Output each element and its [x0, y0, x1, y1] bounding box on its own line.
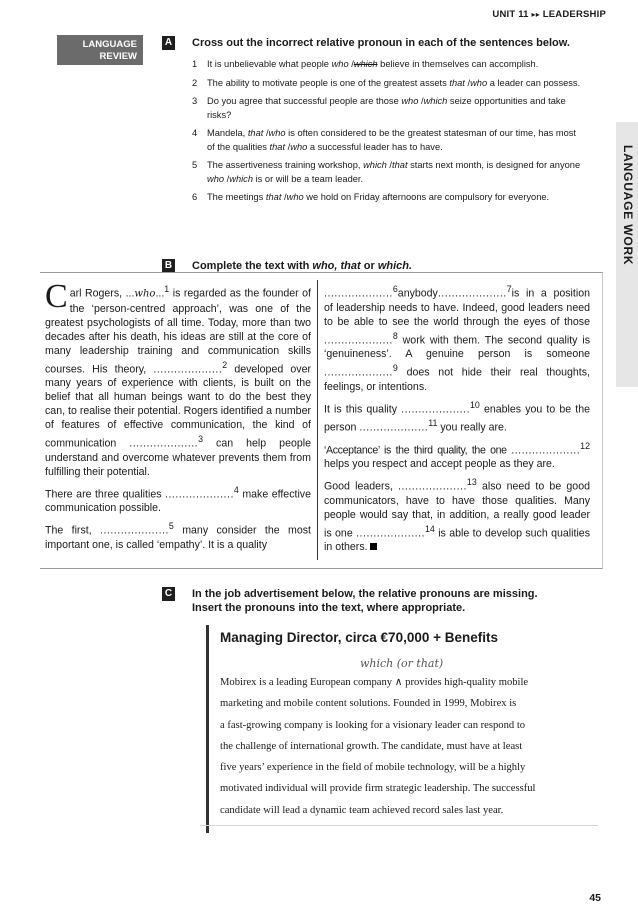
- gap-number: 10: [470, 399, 480, 410]
- pronoun-option[interactable]: which: [229, 173, 254, 184]
- language-review-badge: [57, 35, 143, 65]
- text-run: is in a position of leadership needs to have. Indeed, good leaders need to be able to see the world through the eyes of those: [324, 287, 590, 328]
- text-run: developed over many years of experience with clients, is built on the belief that all human beings want to do the best they can, to realise their potential. Rogers identified a number of features of effective communication, the kind of communication: [45, 363, 311, 450]
- chevron-right-icon: ▸▸: [531, 10, 540, 19]
- advert-line: the challenge of international growth. The candidate, must have at least: [220, 740, 523, 752]
- paragraph: [324, 475, 590, 554]
- gap-number: 14: [424, 523, 435, 534]
- pronoun-option-crossed[interactable]: which: [353, 59, 378, 69]
- answer-gap[interactable]: ....................: [511, 444, 581, 457]
- text-run: helps you respect and accept people as they are.: [324, 458, 555, 471]
- item-number: 4: [192, 128, 198, 138]
- advert-line: a fast-growing company is looking for a visionary leader can respond to: [220, 719, 526, 731]
- advert-line: five years’ experience in the field of mobile technology, will be a highly: [220, 762, 526, 774]
- drop-cap: C: [45, 278, 68, 315]
- answer-gap[interactable]: ....................: [356, 527, 425, 540]
- item-number: 6: [192, 192, 198, 202]
- text-run: enables you to be the person: [324, 403, 590, 434]
- pronoun-option[interactable]: which: [423, 96, 448, 106]
- text-run: The first,: [45, 524, 101, 537]
- pronoun-option[interactable]: that: [265, 192, 282, 202]
- exercise-item-2: [192, 77, 582, 91]
- item-text: believe in themselves can accomplish.: [377, 59, 539, 69]
- exercise-item-4: [192, 127, 582, 154]
- item-text: is or will be a team leader.: [253, 173, 364, 184]
- text-run: is able to develop such qualities in others.: [324, 527, 591, 554]
- text-run: ‘Acceptance’ is the third quality, the one: [324, 444, 512, 457]
- paragraph: [324, 282, 590, 394]
- text-run: many consider the most important one, is called ‘empathy’. It is a quality: [45, 524, 311, 551]
- page-number: 45: [589, 892, 601, 904]
- advert-line: motivated individual will provide firm strategic leadership. The successful: [220, 783, 536, 795]
- instruction-text: or: [360, 260, 378, 272]
- gap-number: 13: [466, 477, 477, 488]
- pronoun-option[interactable]: who: [401, 96, 419, 106]
- answer-gap[interactable]: ....................: [324, 366, 393, 379]
- answer-gap[interactable]: ....................: [100, 524, 169, 537]
- badge-line-1: LANGUAGE: [82, 39, 137, 50]
- answer-gap[interactable]: ....................: [437, 287, 507, 300]
- instruction-pronouns: who, that: [312, 260, 361, 272]
- gap-number: 7: [506, 284, 512, 294]
- text-run: can help people understand and overcome whatever prevents them from fulfilling their potential.: [45, 437, 311, 478]
- exercise-item-1: [192, 58, 582, 72]
- exercise-item-3: [192, 95, 582, 122]
- gap-number: 2: [222, 359, 228, 370]
- text-run: There are three qualities: [45, 488, 166, 501]
- option-separator: /: [464, 77, 471, 88]
- unit-label: UNIT 11: [492, 9, 529, 20]
- pronoun-option[interactable]: that: [247, 128, 264, 138]
- paragraph: [324, 439, 590, 472]
- answer-gap[interactable]: ....................: [129, 437, 199, 450]
- gap-number: 8: [392, 330, 398, 341]
- text-run: is regarded as the founder of the ‘person-centred approach’, was one of the greatest psychologists of all time. Today, more than two decades after his death, his ideas are still at the core of many leadership training and communication skills courses. His theory,: [45, 287, 311, 376]
- pronoun-option[interactable]: that: [449, 77, 465, 88]
- item-number: 3: [192, 96, 198, 106]
- instruction-pronoun-last: which.: [377, 260, 413, 272]
- option-separator: /: [281, 192, 287, 202]
- item-text: a successful leader has to have.: [307, 141, 443, 152]
- text-run: arl Rogers, ...: [69, 287, 135, 300]
- item-text: a leader can possess.: [487, 77, 581, 88]
- advert-body: [220, 672, 580, 821]
- option-separator: /: [386, 160, 393, 170]
- section-c-instruction-line-2: Insert the pronouns into the text, where appropriate.: [192, 602, 466, 614]
- text-run: make effective communication possible.: [45, 488, 311, 515]
- section-b-instruction: [192, 259, 412, 273]
- option-separator: /: [285, 141, 291, 152]
- advert-line: marketing and mobile content solutions. Founded in 1999, Mobirex is: [220, 698, 517, 710]
- item-number: 5: [192, 160, 198, 170]
- paragraph: [324, 398, 590, 435]
- item-text: is often considered to be the greatest statesman of our time, has most of the qualities: [207, 128, 577, 152]
- end-mark-icon: [370, 543, 377, 550]
- gap-number: 11: [428, 418, 438, 429]
- pronoun-option[interactable]: who: [268, 128, 286, 138]
- pronoun-option[interactable]: who: [290, 141, 308, 152]
- handwritten-answer[interactable]: who: [134, 288, 156, 300]
- advert-accent-bar: [206, 625, 209, 833]
- gap-number: 1: [164, 284, 170, 294]
- answer-gap[interactable]: ....................: [324, 287, 393, 300]
- unit-topic: LEADERSHIP: [542, 9, 606, 20]
- advert-line: Mobirex is a leading European company ∧ provides high-quality mobile: [220, 677, 529, 688]
- item-text: The assertiveness training workshop,: [207, 160, 364, 170]
- answer-gap[interactable]: ....................: [359, 421, 429, 434]
- item-text: starts next month, is designed for anyone: [407, 160, 581, 170]
- paragraph: [45, 278, 311, 479]
- pronoun-option[interactable]: which: [363, 160, 387, 170]
- unit-header: [492, 9, 606, 20]
- text-column-right: [324, 282, 590, 558]
- section-b-letter: B: [162, 259, 175, 273]
- section-c-letter: C: [162, 587, 175, 601]
- answer-gap[interactable]: ....................: [165, 488, 234, 501]
- handwritten-insertion: which (or that): [360, 657, 444, 670]
- gap-number: 4: [233, 484, 239, 495]
- instruction-text: Complete the text with: [192, 260, 313, 272]
- text-run: anybody: [397, 287, 438, 300]
- item-text: Do you agree that successful people are those: [207, 96, 402, 106]
- text-run: It is this quality: [324, 403, 402, 416]
- answer-gap[interactable]: ....................: [324, 334, 393, 347]
- item-text: The ability to motivate people is one of the greatest assets: [207, 77, 450, 88]
- item-number: 2: [192, 77, 198, 88]
- section-a-list: [192, 58, 582, 210]
- item-text: we hold on Friday afternoons are compulsory for everyone.: [303, 192, 550, 202]
- pronoun-option[interactable]: who: [470, 77, 488, 88]
- text-column-left: [45, 278, 311, 556]
- side-tab-label: LANGUAGE WORK: [621, 145, 635, 266]
- section-c-instruction-line-1: In the job advertisement below, the relative pronouns are missing.: [192, 588, 538, 600]
- item-number: 1: [192, 59, 198, 69]
- advert-bottom-edge: [200, 825, 598, 826]
- section-a-letter: A: [162, 36, 175, 50]
- gap-number: 6: [392, 284, 398, 294]
- pronoun-option[interactable]: that: [392, 160, 408, 170]
- item-text: Mandela,: [207, 128, 248, 138]
- gap-number: 9: [392, 363, 398, 374]
- pronoun-option[interactable]: that: [269, 141, 286, 152]
- paragraph: [45, 519, 311, 552]
- paragraph: [45, 483, 311, 516]
- section-a-instruction: Cross out the incorrect relative pronoun in each of the sentences below.: [192, 37, 570, 49]
- option-separator: /: [263, 128, 269, 138]
- option-separator: /: [224, 173, 230, 184]
- item-text: The meetings: [207, 192, 266, 202]
- gap-number: 5: [168, 521, 174, 532]
- pronoun-option[interactable]: who: [331, 59, 349, 69]
- option-separator: /: [418, 96, 424, 106]
- answer-gap[interactable]: ....................: [401, 403, 471, 416]
- text-run: does not hide their real thoughts, feelings, or intentions.: [324, 366, 590, 393]
- advert-title: Managing Director, circa €70,000 + Benefits: [220, 630, 498, 645]
- answer-gap[interactable]: ....................: [398, 480, 467, 493]
- pronoun-option[interactable]: who: [286, 192, 304, 202]
- option-separator: /: [348, 59, 354, 69]
- exercise-item-5: [192, 159, 582, 186]
- text-run: work with them. The second quality is ‘genuineness’. A genuine person is someone: [324, 334, 590, 361]
- advert-line: candidate will lead a dynamic team achieved record sales last year.: [220, 804, 504, 816]
- text-run: you really are.: [437, 421, 507, 434]
- badge-line-2: REVIEW: [99, 51, 137, 62]
- item-text: It is unbelievable what people: [207, 59, 332, 69]
- gap-number: 12: [580, 440, 590, 451]
- pronoun-option[interactable]: who: [207, 173, 225, 184]
- gap-number: 3: [198, 434, 204, 445]
- exercise-item-6: [192, 191, 582, 205]
- answer-gap[interactable]: ....................: [153, 363, 223, 376]
- text-run: also need to be good communicators, have to have those qualities. Many people would say that, in addition, a really good leader is one: [324, 480, 590, 540]
- column-divider: [317, 280, 318, 560]
- text-run: Good leaders,: [324, 480, 399, 493]
- text-run: ...: [155, 287, 165, 300]
- item-text: seize opportunities and take risks?: [207, 96, 566, 120]
